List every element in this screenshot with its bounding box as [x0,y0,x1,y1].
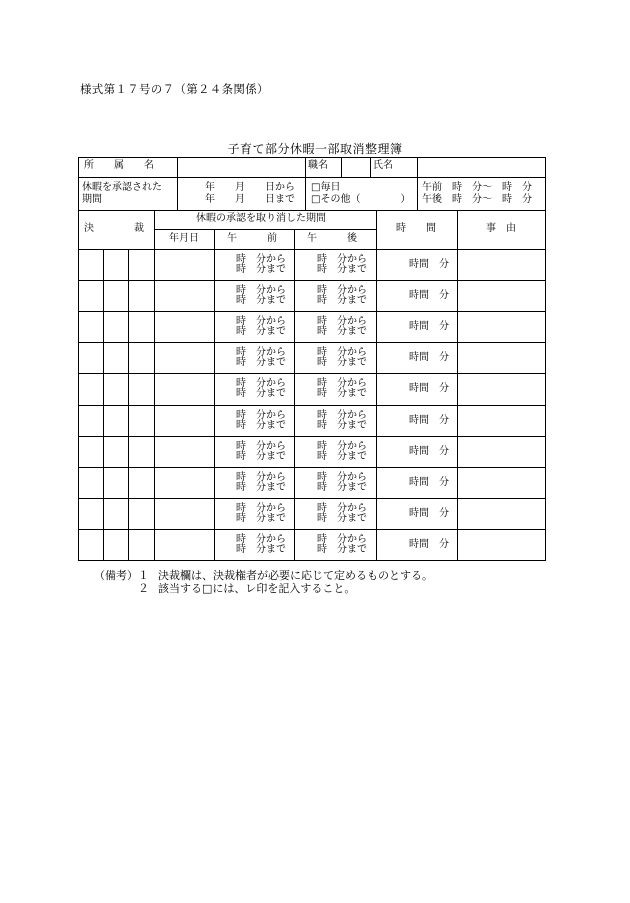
row-pm-from: 時 分から [317,533,367,545]
register-table [78,157,545,560]
row-am-to: 時 分まで [236,357,286,369]
time-am: 午前 時 分～ 時 分 [422,182,532,193]
row-duration: 時間 分 [409,259,449,270]
grid-line [341,157,342,177]
grid-line [457,210,458,560]
note-1-number: １ [138,569,149,582]
document-title: 子育て部分休暇一部取消整理簿 [227,142,403,156]
row-am-from: 時 分から [236,502,286,514]
row-pm-from: 時 分から [317,285,367,297]
row-divider [78,373,545,374]
row-pm-to: 時 分まで [317,419,367,431]
row-am-to: 時 分まで [236,388,286,400]
table-border-right [545,157,546,560]
row-pm-to: 時 分まで [317,512,367,524]
row-duration: 時間 分 [409,352,449,364]
row-am-to: 時 分まで [236,264,286,275]
date-to: 年 月 日まで [205,194,295,205]
cancelled-period-header: 休暇の承認を取り消した期間 [196,213,326,224]
period-label-1: 休暇を承認された [82,182,162,193]
checkbox-daily: □毎日 [311,182,341,193]
row-am-from: 時 分から [236,347,286,359]
hours-header: 時 間 [396,223,436,234]
row-am-to: 時 分まで [236,481,286,493]
row-duration: 時間 分 [409,290,449,302]
am-header: 午 前 [227,233,277,244]
row-pm-from: 時 分から [317,502,367,514]
note-2-number: ２ [138,582,149,595]
table-border-left [78,157,79,560]
table-border-top [78,157,545,158]
row-divider [78,280,545,281]
row-am-to: 時 分まで [236,326,286,338]
row-pm-to: 時 分まで [317,481,367,493]
row-am-from: 時 分から [236,440,286,452]
row-am-from: 時 分から [236,409,286,421]
row-am-from: 時 分から [236,471,286,483]
row-duration: 時間 分 [409,476,449,488]
decision-header: 決 裁 [84,223,144,234]
affiliation-label: 所 属 名 [84,160,154,171]
row-duration: 時間 分 [409,383,449,395]
header-divider [78,210,545,211]
row-pm-to: 時 分まで [317,450,367,462]
row-divider [78,436,545,437]
row-divider [78,498,545,499]
row-duration: 時間 分 [409,445,449,457]
form-id: 様式第１７号の７（第２４条関係） [80,82,269,96]
grid-line [177,177,178,210]
header-divider [154,229,376,230]
notes-label: （備考） [94,569,138,582]
row-am-from: 時 分から [236,254,286,265]
header-divider [78,177,545,178]
row-pm-from: 時 分から [317,471,367,483]
table-border-bottom [78,560,546,561]
row-divider [78,311,545,312]
row-pm-from: 時 分から [317,254,367,265]
row-duration: 時間 分 [409,414,449,426]
job-title-label: 職名 [308,160,328,171]
row-pm-to: 時 分まで [317,388,367,400]
row-divider [78,467,545,468]
row-duration: 時間 分 [409,507,449,519]
header-divider [78,249,545,250]
row-duration: 時間 分 [409,321,449,333]
row-divider [78,529,545,530]
row-pm-from: 時 分から [317,347,367,359]
row-pm-to: 時 分まで [317,295,367,307]
row-pm-from: 時 分から [317,440,367,452]
row-divider [78,405,545,406]
row-am-from: 時 分から [236,533,286,545]
grid-line [214,229,215,560]
row-pm-from: 時 分から [317,409,367,421]
grid-line [417,157,418,210]
row-pm-from: 時 分から [317,316,367,328]
row-pm-to: 時 分まで [317,264,367,275]
date-header: 年月日 [169,233,199,244]
row-am-to: 時 分まで [236,543,286,555]
row-pm-from: 時 分から [317,378,367,390]
row-duration: 時間 分 [409,538,449,550]
row-pm-to: 時 分まで [317,326,367,338]
row-am-from: 時 分から [236,285,286,297]
checkbox-other: □その他（ ） [311,194,411,205]
grid-line [370,157,371,177]
row-divider [78,342,545,343]
row-am-to: 時 分まで [236,295,286,307]
row-am-from: 時 分から [236,316,286,328]
time-pm: 午後 時 分～ 時 分 [422,194,532,205]
grid-line [154,210,155,560]
grid-line [294,229,295,560]
row-am-from: 時 分から [236,378,286,390]
row-pm-to: 時 分まで [317,357,367,369]
pm-header: 午 後 [307,233,357,244]
date-from: 年 月 日から [205,182,295,193]
row-am-to: 時 分まで [236,512,286,524]
grid-line [305,157,306,210]
period-label-2: 期間 [82,194,102,205]
grid-line [376,210,377,560]
note-2: 該当する□には、レ印を記入すること。 [158,582,356,595]
note-1: 決裁欄は、決裁権者が必要に応じて定めるものとする。 [158,569,433,582]
row-am-to: 時 分まで [236,419,286,431]
reason-header: 事 由 [486,223,516,234]
grid-line [177,157,178,177]
row-am-to: 時 分まで [236,450,286,462]
row-pm-to: 時 分まで [317,543,367,555]
name-label: 氏名 [373,160,393,171]
